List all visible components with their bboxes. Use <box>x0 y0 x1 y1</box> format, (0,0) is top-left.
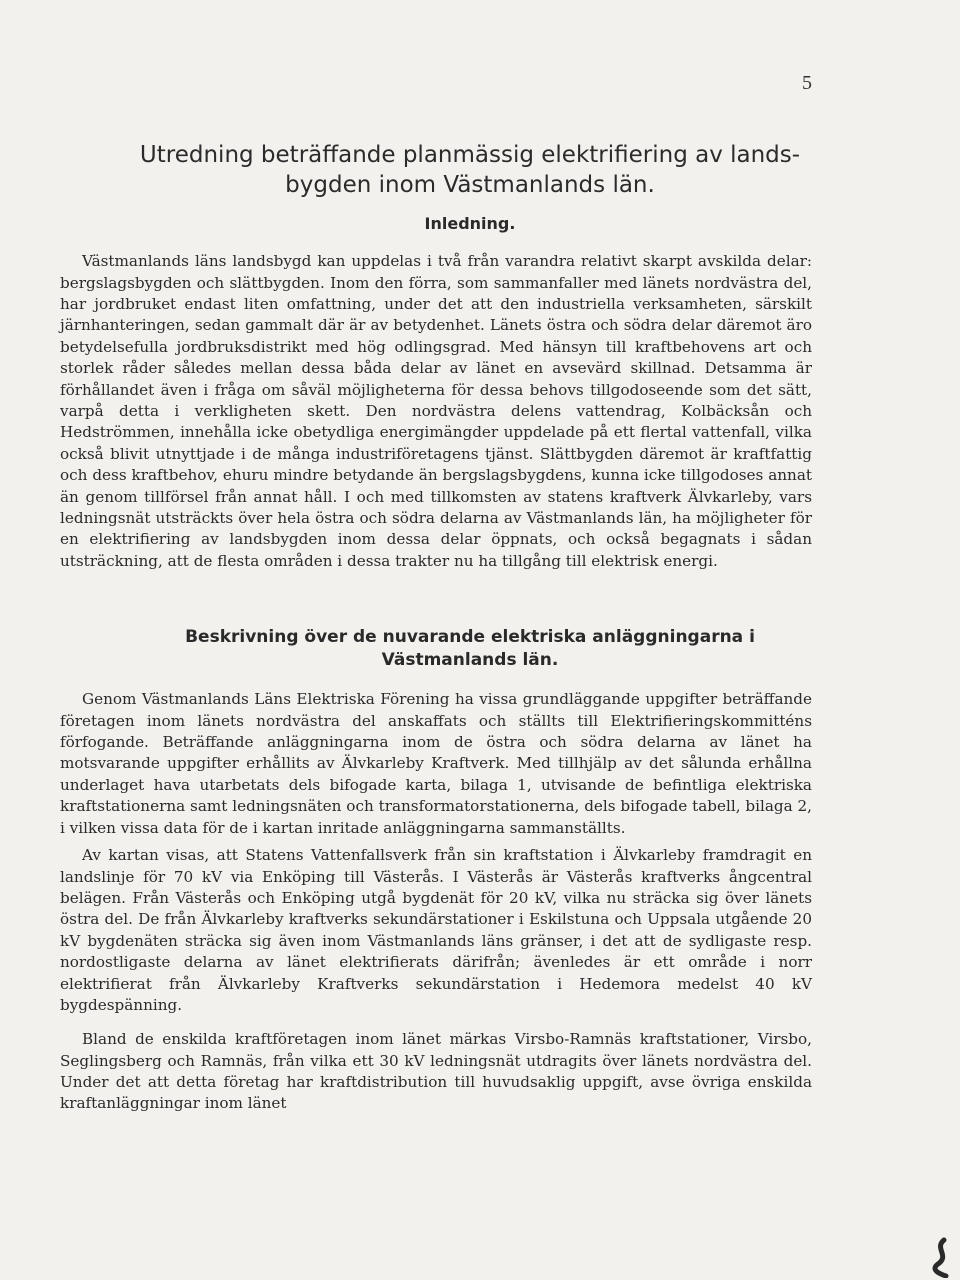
section-heading-intro: Inledning. <box>424 214 516 233</box>
document-title-line-1: Utredning beträffande planmässig elektrifiering av lands- <box>139 142 801 168</box>
document-title <box>60 140 880 200</box>
page-number: 5 <box>802 72 812 94</box>
intro-paragraph: Västmanlands läns landsbygd kan uppdelas i två från varandra relativt skarpt avskilda delar: bergslagsbygden och slättbygden. Inom den förra, som sammanfaller med länets nordvästra del, har jordbruket endast liten omfattning, under det att den industriella verksamheten, särskilt järnhanteringen, sedan gammalt där är av betydenhet. Länets östra och södra delar däremot äro betydelsefulla jordbruksdistrikt med hög odlingsgrad. Med hänsyn till kraftbehovens art och storlek råder således mellan dessa båda delar av länet en avsevärd skillnad. Detsamma är förhållandet även i fråga om såväl möjligheterna för dessa behovs tillgodoseende som det sätt, varpå detta i verkligheten skett. Den nordvästra delens vattendrag, Kolbäcksån och Hedströmmen, innehålla icke obetydliga energimängder uppdelade på ett flertal vattenfall, vilka också blivit utnyttjade i de många industriföretagens tjänst. Slättbygden däremot är kraftfattig och dess kraftbehov, ehuru mindre betydande än bergslagsbygdens, kunna icke tillgodoses annat än genom tillförsel från annat håll. I och med tillkomsten av statens kraftverk Älvkarleby, vars ledningsnät utsträckts över hela östra och södra delarna av Västmanlands län, ha möjligheter för en elektrifiering av landsbygden inom dessa delar öppnats, och också begagnats i sådan utsträckning, att de flesta områden i dessa trakter nu ha tillgång till elektrisk energi. <box>60 252 812 570</box>
corner-scan-mark-icon <box>916 1234 956 1278</box>
description-paragraph-1: Genom Västmanlands Läns Elektriska Förening ha vissa grundläggande uppgifter beträffande företagen inom länets nordvästra del anskaffats och ställts till Elektrifieringskommitténs förfogande. Beträffande anläggningarna inom de östra och södra delarna av länet ha motsvarande uppgifter erhållits av Älvkarleby Kraftverk. Med tillhjälp av det sålunda erhållna underlaget hava utarbetats dels bifogade karta, bilaga 1, utvisande de befintliga elektriska kraftstationerna samt ledningsnäten och transformatorstationerna, dels bifogade tabell, bilaga 2, i vilken vissa data för de i kartan inritade anläggningarna sammanställts. <box>60 690 812 837</box>
description-paragraph-2: Av kartan visas, att Statens Vattenfallsverk från sin kraftstation i Älvkarleby framdragit en landslinje för 70 kV via Enköping till Västerås. I Västerås är Västerås kraftverks ångcentral belägen. Från Västerås och Enköping utgå bygdenät för 20 kV, vilka nu sträcka sig över länets östra del. De från Älvkarleby kraftverks sekundärstationer i Eskilstuna och Uppsala utgående 20 kV bygdenäten sträcka sig även inom Västmanlands läns gränser, i det att de sydligaste resp. nordostligaste delarna av länet elektrifierats därifrån; ävenledes är ett område i norr elektrifierat från Älvkarleby Kraftverks sekundärstation i Hedemora medelst 40 kV bygdespänning. <box>60 846 812 1015</box>
section-heading-description <box>60 626 880 672</box>
section-heading-description-line-2: Västmanlands län. <box>381 650 559 670</box>
document-title-line-2: bygden inom Västmanlands län. <box>285 172 655 198</box>
section-heading-description-line-1: Beskrivning över de nuvarande elektriska anläggningarna i <box>185 627 755 647</box>
description-paragraph-3: Bland de enskilda kraftföretagen inom länet märkas Virsbo-Ramnäs kraftstationer, Virsbo, Seglingsberg och Ramnäs, från vilka ett 30 kV ledningsnät utdragits över länets nordvästra del. Under det att detta företag har kraftdistribution till huvudsaklig uppgift, avse övriga enskilda kraftanläggningar inom länet <box>60 1030 812 1113</box>
